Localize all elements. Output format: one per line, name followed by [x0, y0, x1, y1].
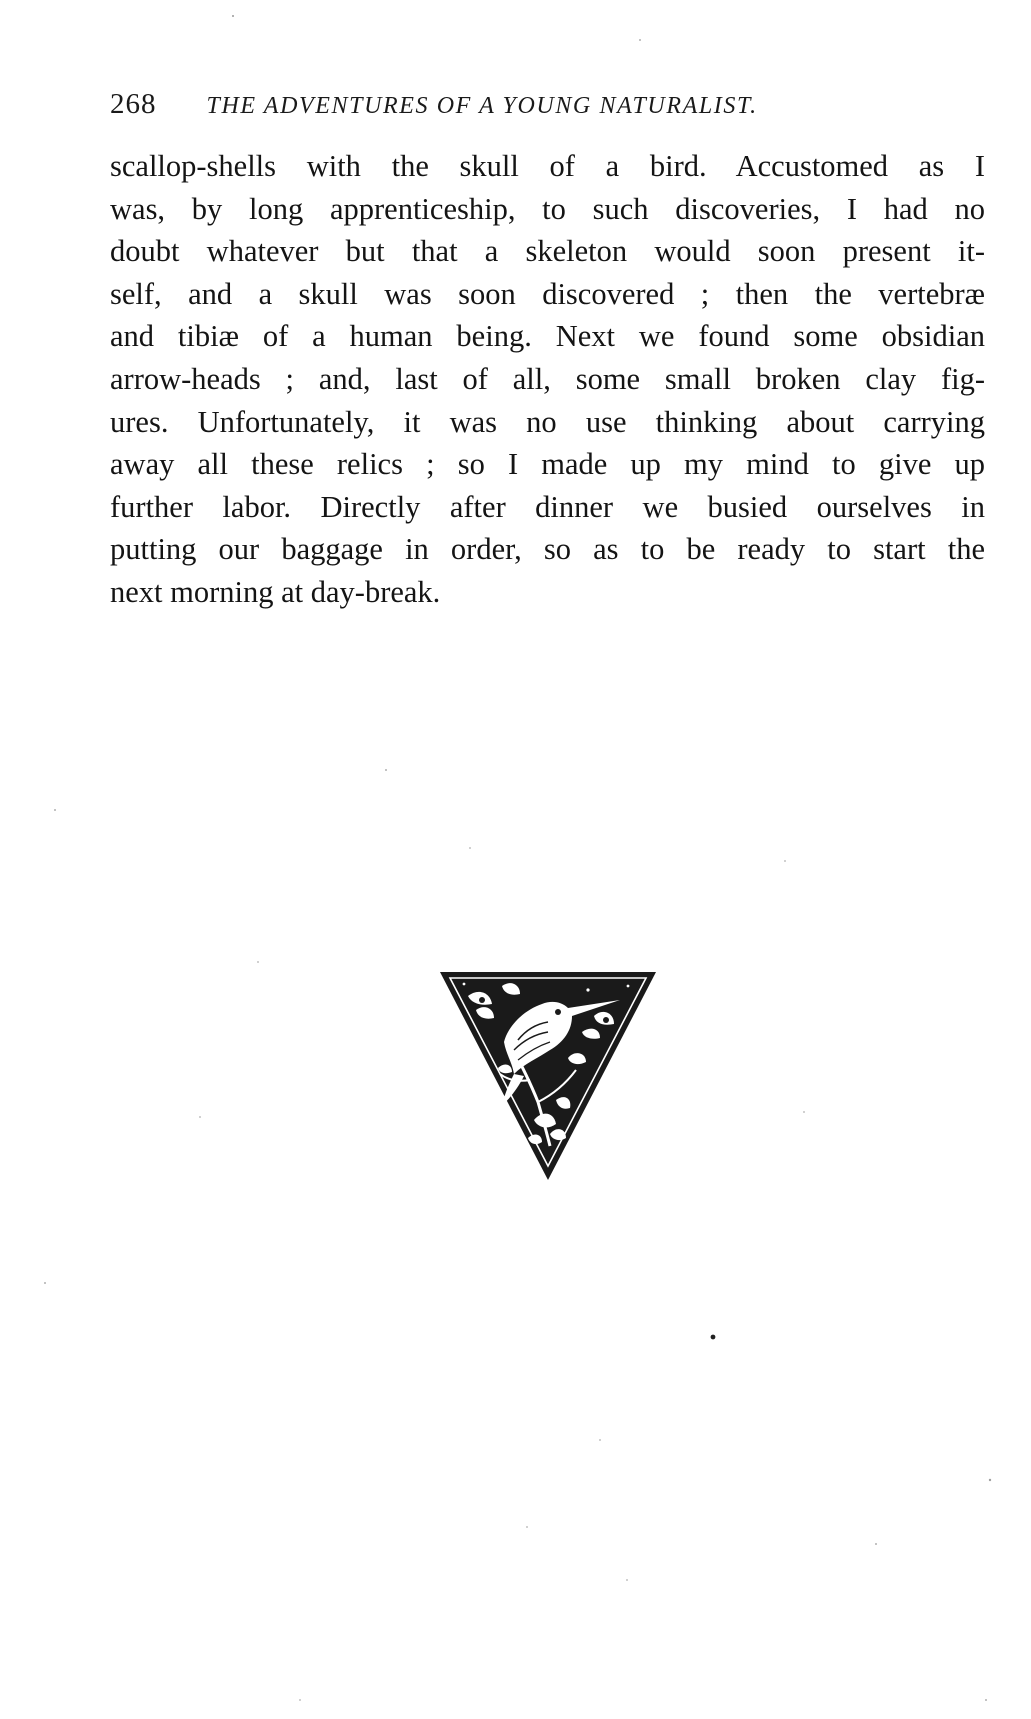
text-line: was, by long apprenticeship, to such discoveries, I had no: [110, 191, 985, 226]
text-line: and tibiæ of a human being. Next we found some obsidian: [110, 319, 985, 354]
text-line: arrow-heads ; and, last of all, some small broken clay fig-: [110, 361, 985, 396]
page-number: 268: [110, 88, 157, 120]
text-line: away all these relics ; so I made up my mind to give up: [110, 447, 985, 482]
text-line: next morning at day-break.: [110, 574, 441, 609]
text-line: self, and a skull was soon discovered ; then the vertebræ: [110, 276, 985, 311]
text-line: ures. Unfortunately, it was no use thinking about carrying: [110, 404, 985, 439]
kingfisher-vignette-icon: [438, 970, 658, 1182]
text-line: scallop-shells with the skull of a bird. Accustomed as I: [110, 149, 985, 183]
running-head: [110, 88, 990, 128]
body-text: [110, 145, 985, 614]
running-title: THE ADVENTURES OF A YOUNG NATURALIST.: [206, 93, 758, 119]
text-line: doubt whatever but that a skeleton would soon present it-: [110, 234, 985, 269]
text-line: further labor. Directly after dinner we busied ourselves in: [110, 489, 985, 524]
text-line: putting our baggage in order, so as to be ready to start the: [110, 532, 985, 567]
